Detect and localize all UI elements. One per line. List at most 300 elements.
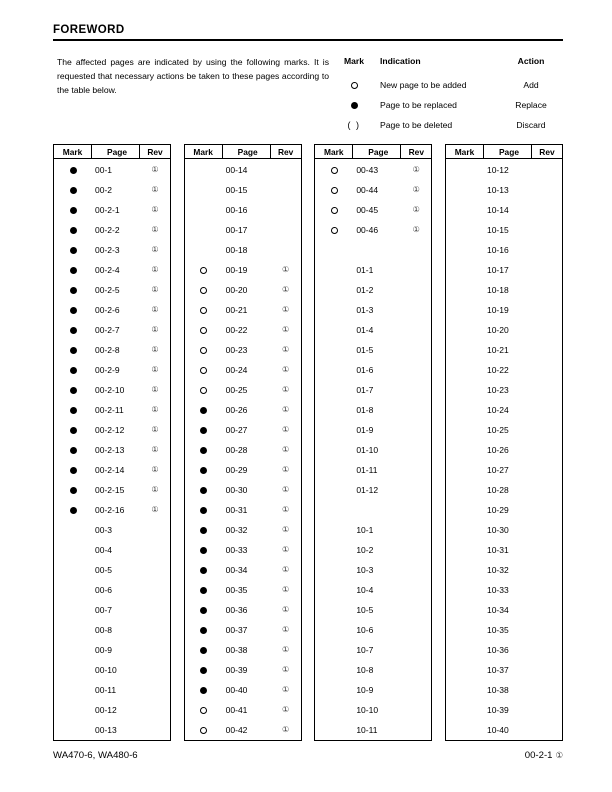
table-row (315, 660, 431, 680)
table-row (315, 700, 431, 720)
legend-action-discard: Discard (516, 120, 546, 130)
table-row (446, 720, 562, 740)
table-row (315, 320, 431, 340)
table-body (314, 159, 432, 741)
column-header-page: Page (484, 145, 532, 158)
table-row (315, 460, 431, 480)
revision-mark-icon: ① (151, 204, 159, 214)
page-number-cell: 10-10 (356, 705, 379, 715)
table-row (446, 420, 562, 440)
table-body (445, 159, 563, 741)
page-number-cell: 00-5 (95, 565, 113, 575)
table-row (54, 600, 170, 620)
legend-header-action: Action (517, 56, 545, 66)
revision-mark-icon: ① (151, 244, 159, 254)
table-row (446, 280, 562, 300)
page-number-cell: 00-17 (225, 225, 248, 235)
page-number-cell: 00-28 (225, 445, 248, 455)
page-number-cell: 00-2-3 (95, 245, 120, 255)
table-row (185, 500, 301, 520)
page-number-cell: 01-4 (356, 325, 374, 335)
page-number-cell: 01-7 (356, 385, 374, 395)
revision-mark-icon: ① (281, 364, 290, 374)
title-divider (53, 39, 563, 41)
page-number-cell: 10-40 (486, 725, 509, 735)
mark-legend (334, 56, 566, 135)
revision-mark-icon: ① (412, 184, 420, 194)
legend-action-add: Add (523, 80, 539, 90)
page-number-cell: 00-2-13 (95, 445, 125, 455)
table-row (446, 500, 562, 520)
table-row (446, 520, 562, 540)
table-row (315, 420, 431, 440)
revision-mark-icon: ① (281, 424, 290, 434)
revision-mark-icon: ① (151, 444, 159, 454)
page-number-cell: 10-2 (356, 545, 374, 555)
filled-circle-icon (334, 100, 374, 110)
table-row (185, 360, 301, 380)
table-row (54, 560, 170, 580)
column-header-mark: Mark (185, 145, 223, 158)
table-row (54, 160, 170, 180)
table-row (315, 380, 431, 400)
table-row (446, 580, 562, 600)
table-row (446, 400, 562, 420)
page-number-cell: 10-33 (486, 585, 509, 595)
parentheses-icon: ( ) (347, 120, 361, 130)
filled-circle-icon (185, 547, 223, 554)
revision-mark-icon: ① (281, 704, 290, 714)
legend-indication-discard: Page to be deleted (380, 120, 453, 130)
legend-row-add (334, 75, 566, 95)
page-number-cell: 01-1 (356, 265, 374, 275)
filled-circle-icon (185, 447, 223, 454)
page-number-cell: 00-20 (225, 285, 248, 295)
page-number-cell: 10-31 (486, 545, 509, 555)
filled-circle-icon (54, 467, 92, 474)
table-row (315, 440, 431, 460)
table-row (54, 380, 170, 400)
page-number-cell: 00-2-8 (95, 345, 120, 355)
revision-mark-icon: ① (281, 444, 290, 454)
table-header-row (314, 144, 432, 159)
page-number-cell: 00-2-1 (95, 205, 120, 215)
open-circle-icon (185, 267, 223, 274)
revision-mark-icon: ① (281, 264, 290, 274)
legend-row-replace (334, 95, 566, 115)
page-number-cell: 00-19 (225, 265, 248, 275)
page-number-cell: 00-36 (225, 605, 248, 615)
page-number-cell: 00-31 (225, 505, 248, 515)
page-number-cell: 00-43 (356, 165, 379, 175)
column-header-rev: Rev (539, 146, 555, 157)
filled-circle-icon (54, 207, 92, 214)
table-row (54, 180, 170, 200)
table-row (54, 320, 170, 340)
table-row (185, 580, 301, 600)
page-number-cell: 00-23 (225, 345, 248, 355)
filled-circle-icon (54, 307, 92, 314)
table-row (315, 520, 431, 540)
table-row (185, 400, 301, 420)
page-number-cell: 00-24 (225, 365, 248, 375)
table-row (54, 660, 170, 680)
filled-circle-icon (185, 627, 223, 634)
table-row (446, 340, 562, 360)
table-row (315, 180, 431, 200)
table-row (446, 300, 562, 320)
revision-mark-icon: ① (281, 284, 290, 294)
table-row (54, 620, 170, 640)
table-row (185, 420, 301, 440)
table-row (185, 180, 301, 200)
page-number-cell: 10-16 (486, 245, 509, 255)
legend-header-row (334, 56, 566, 66)
table-row (315, 680, 431, 700)
table-row (185, 700, 301, 720)
filled-circle-icon (185, 487, 223, 494)
page-header (53, 24, 563, 41)
table-row (315, 220, 431, 240)
filled-circle-icon (185, 607, 223, 614)
filled-circle-icon (54, 347, 92, 354)
page-number-cell: 00-18 (225, 245, 248, 255)
table-row (185, 320, 301, 340)
page-number-cell: 10-13 (486, 185, 509, 195)
table-row (315, 160, 431, 180)
table-row (315, 600, 431, 620)
page-number-cell: 00-38 (225, 645, 248, 655)
table-row (446, 460, 562, 480)
table-row (315, 540, 431, 560)
table-row (54, 520, 170, 540)
table-row (446, 480, 562, 500)
table-row (446, 160, 562, 180)
filled-circle-icon (185, 687, 223, 694)
table-row (185, 240, 301, 260)
table-row (185, 280, 301, 300)
revision-mark-icon: ① (151, 504, 159, 514)
table-row (185, 680, 301, 700)
revision-mark-icon: ① (281, 664, 290, 674)
revision-mark-icon: ① (151, 364, 159, 374)
table-row (315, 200, 431, 220)
page-number-cell: 00-4 (95, 545, 113, 555)
table-row (185, 200, 301, 220)
table-row (185, 440, 301, 460)
filled-circle-icon (54, 507, 92, 514)
open-circle-icon (185, 347, 223, 354)
revision-mark-icon: ① (281, 564, 290, 574)
table-row (54, 540, 170, 560)
revision-table (314, 144, 432, 741)
open-circle-icon (334, 80, 374, 90)
table-row (185, 160, 301, 180)
revision-mark-icon: ① (281, 304, 290, 314)
legend-header-mark: Mark (343, 56, 365, 66)
page-number-cell: 00-10 (95, 665, 117, 675)
revision-table (184, 144, 302, 741)
page-number-cell: 00-14 (225, 165, 248, 175)
page-number-cell: 10-15 (486, 225, 509, 235)
open-circle-icon (185, 327, 223, 334)
page-title: FOREWORD (53, 24, 125, 36)
page-number-cell: 00-35 (225, 585, 248, 595)
revision-mark-icon: ① (281, 524, 290, 534)
page-number-cell: 00-2-16 (95, 505, 125, 515)
filled-circle-icon (54, 287, 92, 294)
revision-mark-icon: ① (281, 544, 290, 554)
page-number-cell: 00-2-11 (95, 405, 124, 415)
table-row (446, 680, 562, 700)
table-row (54, 480, 170, 500)
page-number-cell: 10-30 (486, 525, 509, 535)
filled-circle-icon (185, 507, 223, 514)
page-number-cell: 00-42 (225, 725, 248, 735)
table-row (54, 680, 170, 700)
legend-indication-replace: Page to be replaced (380, 100, 457, 110)
page-number-cell: 10-6 (356, 625, 374, 635)
page-number-cell: 10-34 (486, 605, 509, 615)
table-row (54, 500, 170, 520)
table-row (185, 640, 301, 660)
footer-page-number-group (525, 750, 563, 761)
column-header-page: Page (223, 145, 271, 158)
page-number-cell: 00-2-9 (95, 365, 120, 375)
page-number-cell: 10-38 (486, 685, 509, 695)
table-row (315, 360, 431, 380)
legend-indication-add: New page to be added (380, 80, 467, 90)
page-number-cell: 00-2-5 (95, 285, 120, 295)
page-number-cell: 00-44 (356, 185, 379, 195)
table-row (54, 200, 170, 220)
open-circle-icon (315, 227, 353, 234)
filled-circle-icon (54, 227, 92, 234)
table-row (315, 240, 431, 260)
page-number-cell: 00-6 (95, 585, 113, 595)
page-number-cell: 00-34 (225, 565, 248, 575)
table-row (446, 260, 562, 280)
table-row (446, 240, 562, 260)
revision-mark-icon: ① (151, 384, 159, 394)
filled-circle-icon (185, 587, 223, 594)
filled-circle-icon (54, 187, 92, 194)
table-row (54, 440, 170, 460)
table-row (315, 280, 431, 300)
table-row (54, 580, 170, 600)
open-circle-icon (315, 187, 353, 194)
table-row (54, 400, 170, 420)
revision-mark-icon: ① (151, 424, 159, 434)
table-row (54, 300, 170, 320)
revision-mark-icon: ① (151, 404, 159, 414)
filled-circle-icon (185, 427, 223, 434)
table-row (185, 520, 301, 540)
table-row (185, 460, 301, 480)
table-body (53, 159, 171, 741)
table-row (446, 640, 562, 660)
table-row (185, 600, 301, 620)
revision-mark-icon: ① (281, 324, 290, 334)
open-circle-icon (185, 367, 223, 374)
page-number-cell: 10-25 (486, 425, 509, 435)
revision-mark-icon: ① (281, 484, 290, 494)
page-number-cell: 00-9 (95, 645, 113, 655)
table-row (315, 400, 431, 420)
table-header-row (445, 144, 563, 159)
filled-circle-icon (54, 387, 92, 394)
revision-mark-icon: ① (281, 644, 290, 654)
open-circle-icon (185, 707, 223, 714)
open-circle-icon (185, 727, 223, 734)
page-number-cell: 00-45 (356, 205, 379, 215)
page-number-cell: 10-24 (486, 405, 509, 415)
page-number-cell: 00-7 (95, 605, 113, 615)
filled-circle-icon (54, 247, 92, 254)
table-row (315, 640, 431, 660)
table-row (446, 360, 562, 380)
page-number-cell: 00-29 (225, 465, 248, 475)
page-number-cell: 10-18 (486, 285, 509, 295)
table-row (185, 540, 301, 560)
page-number-cell: 00-22 (225, 325, 248, 335)
page-number-cell: 01-6 (356, 365, 374, 375)
revision-tables (53, 144, 563, 741)
page-number-cell: 00-39 (225, 665, 248, 675)
column-header-page: Page (92, 145, 140, 158)
column-header-page: Page (353, 145, 401, 158)
revision-mark-icon: ① (151, 184, 159, 194)
table-row (446, 600, 562, 620)
page-number-cell: 00-37 (225, 625, 248, 635)
page-number-cell: 10-3 (356, 565, 374, 575)
legend-header-indication: Indication (380, 56, 421, 66)
table-row (315, 580, 431, 600)
revision-mark-icon: ① (281, 384, 290, 394)
page-number-cell: 10-23 (486, 385, 509, 395)
table-row (446, 440, 562, 460)
page-number-cell: 10-35 (486, 625, 509, 635)
revision-mark-icon: ① (281, 724, 290, 734)
table-row (54, 720, 170, 740)
filled-circle-icon (54, 167, 92, 174)
page-number-cell: 00-12 (95, 705, 117, 715)
open-circle-icon (185, 287, 223, 294)
table-row (185, 340, 301, 360)
page-number-cell: 00-40 (225, 685, 248, 695)
page-number-cell: 10-19 (486, 305, 509, 315)
legend-row-discard (334, 115, 566, 135)
column-header-rev: Rev (277, 146, 294, 157)
page-number-cell: 10-12 (486, 165, 509, 175)
table-row (54, 280, 170, 300)
table-row (54, 260, 170, 280)
page-number-cell: 00-3 (95, 525, 113, 535)
revision-mark-icon: ① (151, 304, 159, 314)
revision-mark-icon: ① (281, 404, 290, 414)
filled-circle-icon (54, 427, 92, 434)
table-row (54, 340, 170, 360)
filled-circle-icon (185, 407, 223, 414)
revision-mark-icon: ① (281, 344, 290, 354)
filled-circle-icon (54, 267, 92, 274)
table-header-row (53, 144, 171, 159)
revision-mark-icon: ① (281, 584, 290, 594)
revision-table (445, 144, 563, 741)
filled-circle-icon (185, 667, 223, 674)
page-number-cell: 10-14 (486, 205, 509, 215)
page-number-cell: 00-2-2 (95, 225, 120, 235)
filled-circle-icon (54, 407, 92, 414)
page-number-cell: 10-26 (486, 445, 509, 455)
table-row (446, 700, 562, 720)
page-number-cell: 00-32 (225, 525, 248, 535)
revision-mark-icon: ① (281, 504, 290, 514)
revision-mark-icon: ① (151, 484, 159, 494)
revision-mark-icon: ① (281, 624, 290, 634)
revision-mark-icon: ① (281, 604, 290, 614)
column-header-mark: Mark (54, 145, 92, 158)
table-row (446, 220, 562, 240)
table-row (446, 540, 562, 560)
page-number-cell: 01-2 (356, 285, 374, 295)
legend-action-replace: Replace (515, 100, 547, 110)
table-row (54, 700, 170, 720)
table-row (185, 380, 301, 400)
table-row (446, 180, 562, 200)
page-number-cell: 00-21 (225, 305, 248, 315)
filled-circle-icon (185, 467, 223, 474)
revision-mark-icon: ① (281, 684, 290, 694)
table-row (54, 240, 170, 260)
column-header-rev: Rev (147, 146, 163, 157)
page-number-cell: 10-37 (486, 665, 509, 675)
page-number-cell: 01-8 (356, 405, 374, 415)
table-row (446, 380, 562, 400)
filled-circle-icon (54, 367, 92, 374)
page-number-cell: 00-1 (95, 165, 113, 175)
page-number-cell: 00-2-15 (95, 485, 125, 495)
page-footer (53, 750, 563, 761)
column-header-mark: Mark (315, 145, 353, 158)
table-row (54, 220, 170, 240)
filled-circle-icon (185, 647, 223, 654)
page-number-cell: 00-2-14 (95, 465, 125, 475)
page-number-cell: 01-3 (356, 305, 374, 315)
page-number-cell: 00-33 (225, 545, 248, 555)
table-row (315, 260, 431, 280)
page-number-cell: 10-39 (486, 705, 509, 715)
table-row (315, 340, 431, 360)
table-row (315, 560, 431, 580)
page-number-cell: 10-36 (486, 645, 509, 655)
page-number-cell: 00-8 (95, 625, 113, 635)
page-number-cell: 10-11 (356, 725, 378, 735)
page-number-cell: 00-2-12 (95, 425, 125, 435)
page-number-cell: 00-2-4 (95, 265, 120, 275)
revision-table (53, 144, 171, 741)
table-row (315, 500, 431, 520)
page-number-cell: 01-11 (356, 465, 378, 475)
page-number-cell: 01-9 (356, 425, 374, 435)
page-number-cell: 00-13 (95, 725, 117, 735)
page-number-cell: 10-8 (356, 665, 374, 675)
filled-circle-icon (185, 567, 223, 574)
page-number-cell: 00-30 (225, 485, 248, 495)
table-row (315, 480, 431, 500)
table-row (185, 620, 301, 640)
footer-page-number: 00-2-1 (524, 750, 553, 761)
